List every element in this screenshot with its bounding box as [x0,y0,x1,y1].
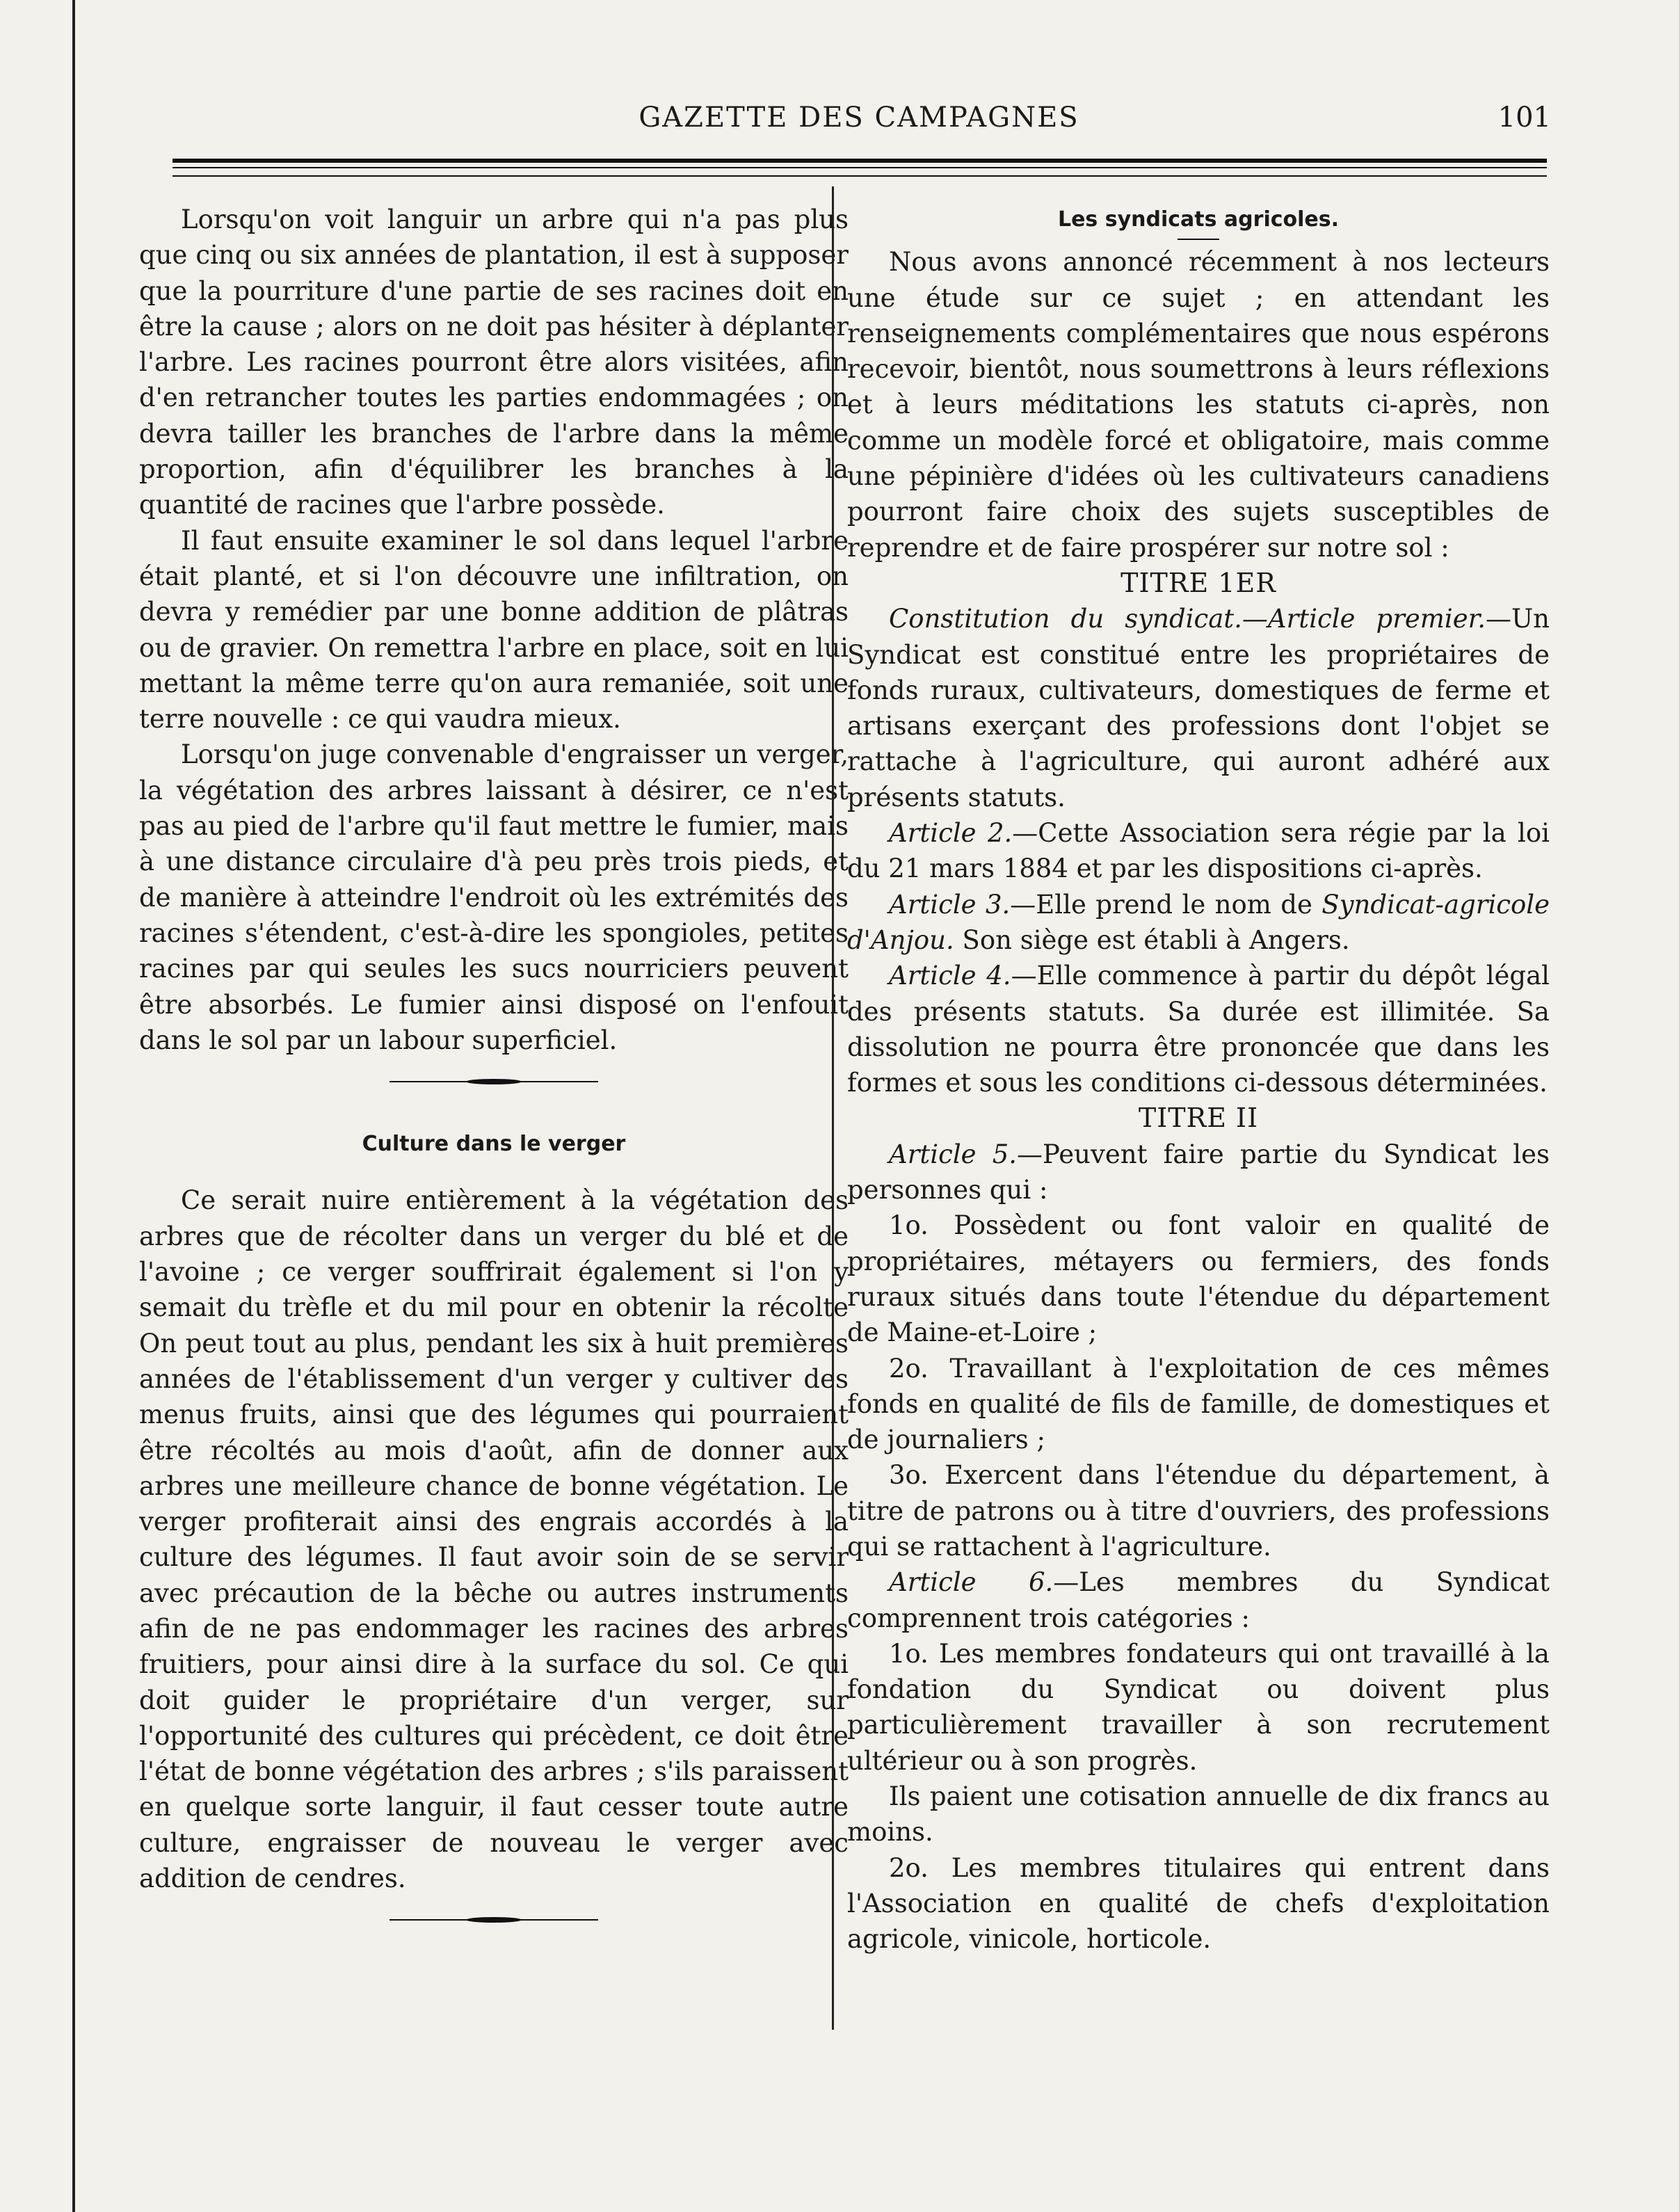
article-text: Son siège est établi à Angers. [954,924,1350,955]
article-label: Article 3. [889,889,1011,920]
syndicate-name: Syndicat-agricole d'Anjou. [847,889,1550,955]
page-header [167,96,1551,145]
article-heading: Les syndicats agricoles. [1057,207,1340,232]
page-number: 101 [1497,102,1551,134]
list-item: 2o. Travaillant à l'exploitation de ces mêmes fonds en qualité de fils de famille, de domestiques et de journaliers ; [847,1353,1550,1455]
article-label: Article 5. [889,1139,1018,1169]
left-column [139,202,849,1943]
article-text: —Elle prend le nom de [1010,889,1322,920]
article-text: —Cette Association sera régie par la loi du 21 mars 1884 et par les dispositions ci-après. [847,818,1550,884]
paragraph: Il faut ensuite examiner le sol dans lequel l'arbre était planté, et si l'on découvre une infiltration, on devra y remédier par une bonne addition de plâtras ou de gravier. On remettra l'arbre en place, soit en lui mettant la même terre qu'on aura remaniée, soit une terre nouvelle : ce qui vaudra mieux. [139,525,849,735]
right-column [847,202,1550,1957]
section-ornament [389,1077,598,1086]
list-item: 1o. Possèdent ou font valoir en qualité de propriétaires, métayers ou fermiers, des fonds ruraux situés dans toute l'étendue du département de Maine-et-Loire ; [847,1210,1550,1348]
article-text: —Un Syndicat est constitué entre les propriétaires de fonds ruraux, cultivateurs, domestiques de ferme et artisans exerçant des professions dont l'objet se rattache à l'agriculture, qui auront adhéré aux présents statuts. [847,604,1550,812]
paragraph: Nous avons annoncé récemment à nos lecteurs une étude sur ce sujet ; en attendant les renseignements complémentaires que nous espérons recevoir, bientôt, nous soumettrons à leurs réflexions et à leurs méditations les statuts ci-après, non comme un modèle forcé et obligatoire, mais comme une pépinière d'idées où les cultivateurs canadiens pourront faire choix des sujets susceptibles de reprendre et de faire prospérer sur notre sol : [847,247,1550,563]
article-2 [847,815,1550,887]
article-label: Article 6. [889,1567,1054,1598]
newspaper-title: GAZETTE DES CAMPAGNES [638,102,1079,134]
page-binding-edge [72,0,75,2212]
article-6 [847,1564,1550,1636]
titre-heading: TITRE 1ER [1120,567,1276,598]
article-1 [847,601,1550,815]
article-text: —Peuvent faire partie du Syndicat les personnes qui : [847,1139,1550,1205]
article-label: Article 2. [889,818,1013,849]
paragraph: Lorsqu'on voit languir un arbre qui n'a pas plus que cinq ou six années de plantation, il est à supposer que la pourriture d'une partie de ses racines doit en être la cause ; alors on ne doit pas hésiter à déplanter l'arbre. Les racines pourront être alors visitées, afin d'en retrancher toutes les parties endommagées ; on devra tailler les branches de l'arbre dans la même proportion, afin d'équilibrer les branches à la quantité de racines que l'arbre possède. [139,205,849,520]
list-item: 1o. Les membres fondateurs qui ont travaillé à la fondation du Syndicat ou doivent plus particulièrement travailler à son recrutement ultérieur ou à son progrès. [847,1638,1550,1776]
list-item: Ils paient une cotisation annuelle de dix francs au moins. [847,1781,1550,1848]
heading-dash [1178,237,1219,241]
article-text: —Elle commence à partir du dépôt légal des présents statuts. Sa durée est illimitée. Sa dissolution ne pourra être prononcée que dans les formes et sous les conditions ci-dessous déterminées. [847,961,1550,1098]
section-heading: Culture dans le verger [362,1132,626,1157]
header-rule-thick [172,159,1547,163]
header-rule-thin [172,167,1547,168]
paragraph: Ce serait nuire entièrement à la végétation des arbres que de récolter dans un verger du blé et de l'avoine ; ce verger souffrirait également si l'on y semait du trèfle et du mil pour en obtenir la récolte On peut tout au plus, pendant les six à huit premières années de l'établissement d'un verger y cultiver des menus fruits, ainsi que des légumes qui pourraient être récoltés au mois d'août, afin de donner aux arbres une meilleure chance de bonne végétation. Le verger profiterait ainsi des engrais accordés à la culture des légumes. Il faut avoir soin de se servir avec précaution de la bêche ou autres instruments afin de ne pas endommager les racines des arbres fruitiers, pour ainsi dire à la surface du sol. Ce qui doit guider le propriétaire d'un verger, sur l'opportunité des cultures qui précèdent, ce doit être l'état de bonne végétation des arbres ; s'ils paraissent en quelque sorte languir, il faut cesser toute autre culture, engraisser de nouveau le verger avec addition de cendres. [139,1185,849,1894]
article-label: Article 4. [889,961,1011,991]
article-3 [847,887,1550,959]
list-item: 2o. Les membres titulaires qui entrent dans l'Association en qualité de chefs d'exploitation agricole, vinicole, horticole. [847,1852,1550,1955]
article-label: Constitution du syndicat.—Article premier. [889,604,1486,634]
article-5 [847,1137,1550,1208]
section-ornament [389,1916,598,1924]
paragraph: Lorsqu'on juge convenable d'engraisser un verger, la végétation des arbres laissant à désirer, ce n'est pas au pied de l'arbre qu'il faut mettre le fumier, mais à une distance circulaire d'à peu près trois pieds, et de manière à atteindre l'endroit où les extrémités des racines s'étendent, c'est-à-dire les spongioles, petites racines par qui seules les sucs nourriciers peuvent être absorbés. Le fumier ainsi disposé on l'enfouit dans le sol par un labour superficiel. [139,739,849,1055]
article-4 [847,958,1550,1100]
list-item: 3o. Exercent dans l'étendue du département, à titre de patrons ou à titre d'ouvriers, des professions qui se rattachent à l'agriculture. [847,1460,1550,1562]
article-text: —Les membres du Syndicat comprennent trois catégories : [847,1567,1550,1633]
header-rule-thin-2 [172,175,1547,177]
titre-heading: TITRE II [1138,1103,1259,1134]
